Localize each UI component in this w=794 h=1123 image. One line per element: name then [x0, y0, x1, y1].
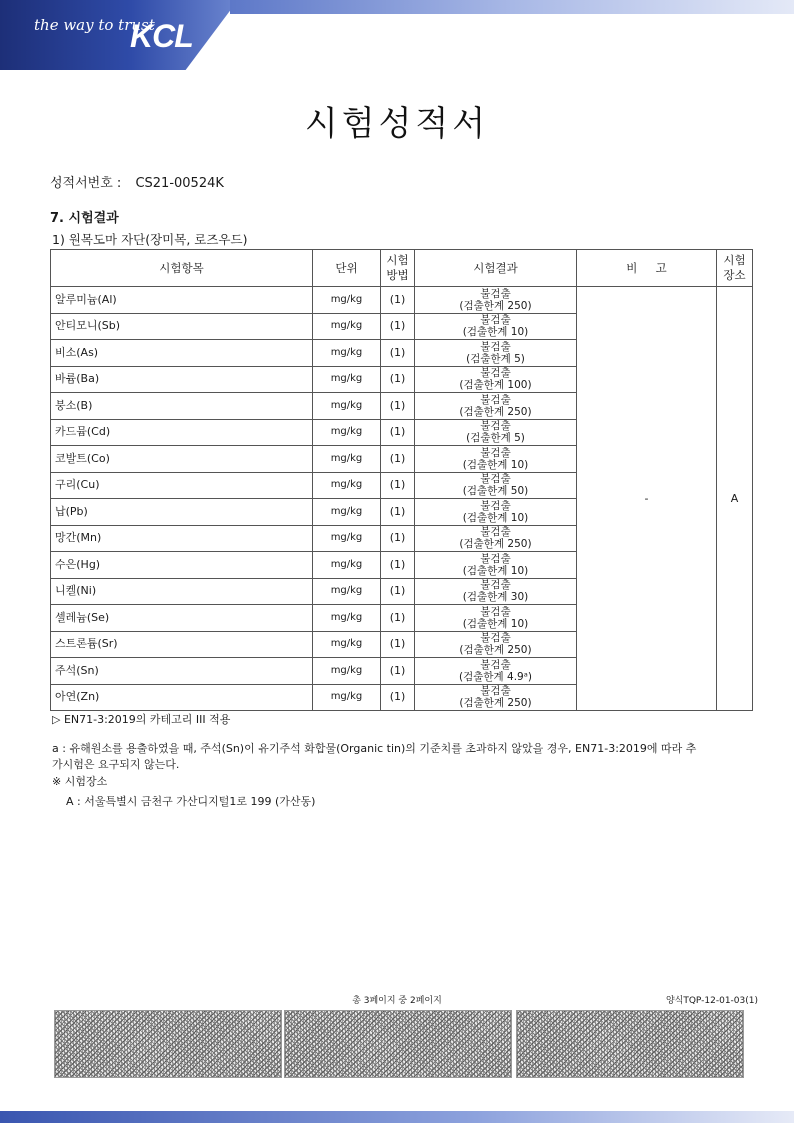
row-item: 비소(As) [51, 340, 313, 367]
security-pattern-2 [284, 1010, 512, 1078]
row-item: 카드뮴(Cd) [51, 419, 313, 446]
header-site-line2: 장소 [723, 268, 746, 282]
row-method: (1) [381, 578, 415, 605]
row-method: (1) [381, 525, 415, 552]
header-remark: 비 고 [577, 250, 717, 287]
row-result-line1: 불검출 [480, 499, 511, 512]
row-result [415, 552, 577, 579]
row-result-line2: (검출한계 10) [462, 511, 529, 524]
row-result [415, 287, 577, 314]
row-result-line1: 불검출 [480, 367, 511, 380]
kcl-logo: KCL [130, 18, 193, 54]
row-item: 주석(Sn) [51, 658, 313, 685]
row-result-line1: 불검출 [480, 552, 511, 565]
row-unit: mg/kg [313, 578, 381, 605]
row-result-line2: (검출한계 10) [462, 458, 529, 471]
row-result [415, 578, 577, 605]
row-result-line2: (검출한계 10) [462, 326, 529, 339]
row-result-line1: 불검출 [480, 287, 511, 300]
row-item: 스트론튬(Sr) [51, 631, 313, 658]
row-result-line1: 불검출 [480, 446, 511, 459]
row-unit: mg/kg [313, 631, 381, 658]
form-code: 양식TQP-12-01-03(1) [665, 996, 758, 1006]
row-result-line2: (검출한계 250) [459, 299, 532, 312]
header-site [717, 250, 753, 287]
row-result-line1: 불검출 [480, 658, 511, 671]
row-result-line2: (검출한계 250) [459, 538, 532, 551]
row-method: (1) [381, 340, 415, 367]
row-item: 구리(Cu) [51, 472, 313, 499]
header-banner [0, 0, 794, 70]
row-method: (1) [381, 366, 415, 393]
row-result-line1: 불검출 [480, 526, 511, 539]
row-result [415, 366, 577, 393]
row-result [415, 525, 577, 552]
category-note: ▷ EN71-3:2019의 카테고리 III 적용 [52, 713, 231, 726]
row-item: 셀레늄(Se) [51, 605, 313, 632]
site-a-address: A : 서울특별시 금천구 가산디지털1로 199 (가산동) [66, 795, 316, 808]
row-method: (1) [381, 287, 415, 314]
header-method [381, 250, 415, 287]
row-unit: mg/kg [313, 446, 381, 473]
row-item: 알루미늄(Al) [51, 287, 313, 314]
row-method: (1) [381, 419, 415, 446]
header-method-line2: 방법 [386, 268, 409, 282]
row-result-line2: (검출한계 30) [462, 591, 529, 604]
site-heading: ※ 시험장소 [52, 775, 108, 788]
row-method: (1) [381, 472, 415, 499]
footnote-line-1: a : 유해원소를 용출하였을 때, 주석(Sn)이 유기주석 화합물(Organic tin)의 기준치를 초과하지 않았을 경우, EN71-3:2019에 따라 추 [52, 742, 697, 755]
row-result [415, 393, 577, 420]
row-result [415, 313, 577, 340]
row-result-line2: (검출한계 4.9ᵃ) [459, 670, 532, 683]
row-unit: mg/kg [313, 366, 381, 393]
row-result-line1: 불검출 [480, 393, 511, 406]
site-cell: A [717, 287, 753, 711]
row-result-line1: 불검출 [480, 685, 511, 698]
row-unit: mg/kg [313, 684, 381, 711]
document-title: 시험성적서 [304, 104, 490, 144]
row-result-line2: (검출한계 250) [459, 644, 532, 657]
row-method: (1) [381, 631, 415, 658]
row-item: 납(Pb) [51, 499, 313, 526]
banner-blue-block [0, 0, 238, 70]
row-unit: mg/kg [313, 287, 381, 314]
table-header-row [51, 250, 753, 287]
section-heading: 7. 시험결과 [50, 211, 119, 226]
header-unit: 단위 [313, 250, 381, 287]
row-item: 안티모니(Sb) [51, 313, 313, 340]
row-result-line2: (검출한계 250) [459, 697, 532, 710]
row-method: (1) [381, 393, 415, 420]
row-unit: mg/kg [313, 552, 381, 579]
row-result [415, 472, 577, 499]
row-item: 니켈(Ni) [51, 578, 313, 605]
row-item: 붕소(B) [51, 393, 313, 420]
row-result-line2: (검출한계 50) [462, 485, 529, 498]
row-result [415, 605, 577, 632]
report-number-label: 성적서번호 : [50, 176, 122, 191]
row-item: 망간(Mn) [51, 525, 313, 552]
row-method: (1) [381, 658, 415, 685]
security-pattern-1 [54, 1010, 282, 1078]
row-item: 아연(Zn) [51, 684, 313, 711]
row-result [415, 658, 577, 685]
row-result-line2: (검출한계 10) [462, 564, 529, 577]
row-method: (1) [381, 499, 415, 526]
header-item: 시험항목 [51, 250, 313, 287]
row-result [415, 499, 577, 526]
row-result [415, 631, 577, 658]
row-method: (1) [381, 552, 415, 579]
bottom-bar [0, 1111, 794, 1123]
row-result-line2: (검출한계 100) [459, 379, 532, 392]
row-unit: mg/kg [313, 313, 381, 340]
row-method: (1) [381, 605, 415, 632]
row-result-line2: (검출한계 10) [462, 617, 529, 630]
row-method: (1) [381, 446, 415, 473]
table-row [51, 287, 753, 314]
row-result-line1: 불검출 [480, 473, 511, 486]
row-unit: mg/kg [313, 419, 381, 446]
row-result-line1: 불검출 [480, 579, 511, 592]
row-unit: mg/kg [313, 605, 381, 632]
report-number [50, 172, 234, 191]
banner-strip [230, 0, 794, 14]
row-result-line2: (검출한계 250) [459, 405, 532, 418]
row-unit: mg/kg [313, 499, 381, 526]
page-number: 총 3페이지 중 2페이지 [352, 996, 442, 1006]
results-table [50, 249, 753, 711]
remark-cell: - [577, 287, 717, 711]
row-result-line1: 불검출 [480, 420, 511, 433]
row-unit: mg/kg [313, 340, 381, 367]
report-number-value: CS21-00524K [135, 176, 224, 191]
row-result [415, 340, 577, 367]
row-unit: mg/kg [313, 472, 381, 499]
row-result-line1: 불검출 [480, 340, 511, 353]
header-site-line1: 시험 [723, 253, 746, 267]
row-result-line2: (검출한계 5) [466, 432, 525, 445]
header-result: 시험결과 [415, 250, 577, 287]
row-result [415, 446, 577, 473]
row-result-line1: 불검출 [480, 314, 511, 327]
tagline: the way to trust [34, 16, 155, 34]
row-item: 수은(Hg) [51, 552, 313, 579]
row-unit: mg/kg [313, 393, 381, 420]
row-method: (1) [381, 684, 415, 711]
row-result [415, 684, 577, 711]
results-body [51, 287, 753, 711]
row-result [415, 419, 577, 446]
row-item: 바륨(Ba) [51, 366, 313, 393]
footnote-line-2: 가시험은 요구되지 않는다. [52, 758, 180, 771]
row-result-line1: 불검출 [480, 632, 511, 645]
row-unit: mg/kg [313, 658, 381, 685]
row-result-line2: (검출한계 5) [466, 352, 525, 365]
subsection-heading: 1) 원목도마 자단(장미목, 로즈우드) [52, 232, 248, 247]
row-method: (1) [381, 313, 415, 340]
header-method-line1: 시험 [386, 253, 409, 267]
row-result-line1: 불검출 [480, 605, 511, 618]
row-unit: mg/kg [313, 525, 381, 552]
row-item: 코발트(Co) [51, 446, 313, 473]
security-pattern-3 [516, 1010, 744, 1078]
